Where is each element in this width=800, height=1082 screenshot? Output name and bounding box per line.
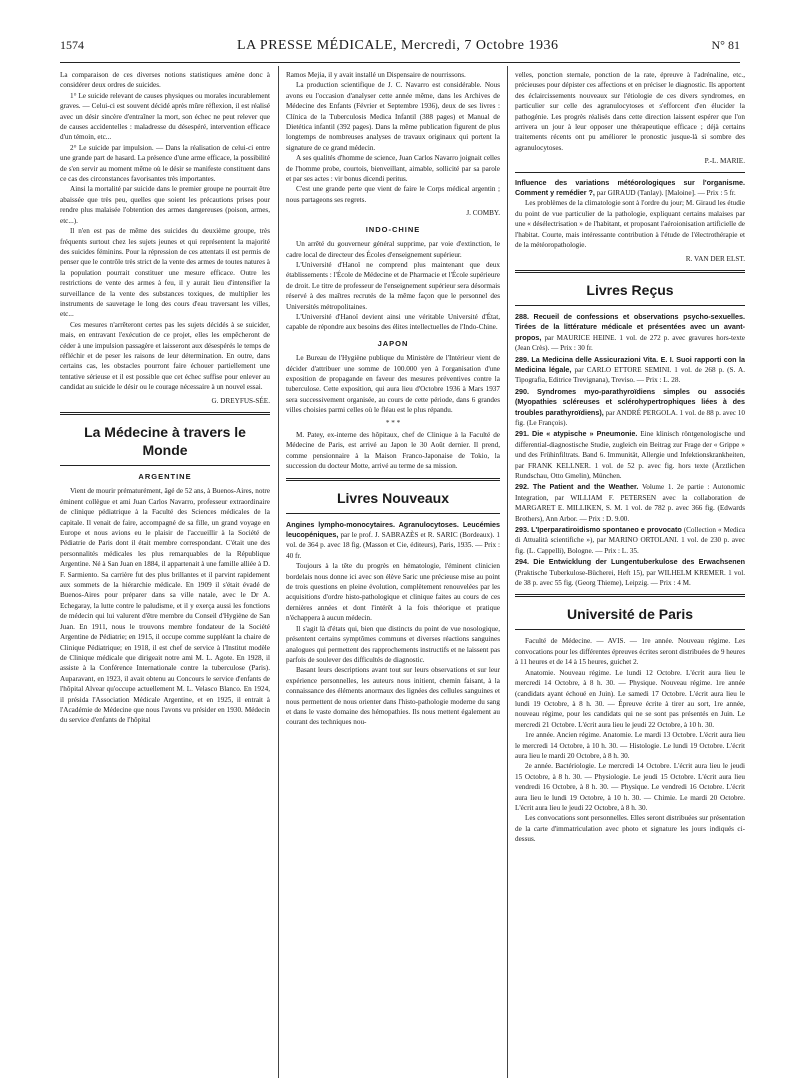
paragraph: Ces mesures n'arrêteront certes pas les sujets décidés à se suicider, mais, en entravant l'exécution de ce projet, elles les empêcheront de céder à une impulsion passagère et laisseront aux désespérés le temps de réfléchir et de peser les raisons de leur détermination. En outre, dans certains cas, les obstacles pourront faire échouer partiellement une tentative sérieuse et il est possible que cet échec suffise pour enlever au candidat au suicide le désir ou le courage nécessaire à un nouvel essai. [60,320,270,392]
paragraph: La production scientifique de J. C. Navarro est considérable. Nous avons eu l'occasion d'analyser cette année même, dans les Archives de Médecine des Enfants (Février et Septembre 1936), deux de ses livres : Clínica de la Tuberculosis Medica Infantil (388 pages) et Manual de Dietética infantil (392 pages). Dans la même publication figurent de plus longtemps de nombreuses analyses de travaux originaux qui portent la signature de ce grand médecin. [286,81,500,152]
received-book [515,429,745,481]
column-1 [60,70,270,1080]
paragraph: M. Patey, ex-interne des hôpitaux, chef de Clinique à la Faculté de Médecine de Paris, est arrivé au Japon le 30 Août dernier. Il prend, comme pensionnaire à la Maison Franco-Japonaise de Tokio, la succession du docteur Motte, arrivé au terme de sa mission. [286,431,500,471]
paragraph: Vient de mourir prématurément, âgé de 52 ans, à Buenos-Aires, notre éminent collègue et ami Juan Carlos Navarro, professeur extraordinaire de clinique pédiatrique à la Faculté des Sciences médicales de la capitale. Il venait de faire, accompagné de sa fille, un grand voyage en Europe et nous avions eu le plaisir de l'accueillir à la Société de Pédiatrie de Paris dont il était membre correspondant. C'était une des personnalités médicales les plus remarquables de la République Argentine. Né à San Juan en 1884, il appartenait à une famille alliée à D. F. Sarmiento. Sa carrière fut des plus brillantes et il parvint rapidement aux sommets de la hiérarchie médicale. En 1909 il s'était évadé de Buenos-Aires pour préparer dans sa ville natale, avec le Dr A. Echegaray, la lutte contre le paludisme, et il y exerça aussi les fonctions de médecin qui lui valurent d'être membre du Conseil d'Hygiène de San Juan. En 1911, nous le trouvons membre fondateur de la Société Argentine de Pédiatrie; en 1915, il occupe comme suppléant la chaire de Clinique Pédiatrique; en 1918, il est chef de service à l'Institut modèle de Clinique médicale que dirigeait notre ami M. L. Agote. En 1928, il assiste à la Conférence Internationale contre la tuberculose (Paris). Auparavant, en 1923, il avait obtenu au Concours le service d'enfants de l'hôpital Alvear qu'occupe actuellement M. L. Velasco Blanco. En 1924, il présida l'Association Médicale Argentine, et en 1925, il entrait à l'Académie de Médecine que nous l'avons vu présider en 1930. Médecin du service d'enfants de l'hôpital [60,487,270,725]
paragraph: Ramos Mejia, il y avait installé un Dispensaire de nourrissons. [286,71,466,79]
received-book [515,312,745,354]
paragraph: Basant leurs descriptions avant tout sur leurs observations et sur leur expérience personnelles, les auteurs nous initient, chemin faisant, à la connaissance des éléments anormaux des lignées des cellules sanguines et nous permettent de nous orienter dans l'histo-pathologie moderne du sang et dans le vaste domaine des hémopathies. Ils nous mettent également au courant des techniques nou- [286,666,500,727]
author-signature: J. COMBY. [466,209,500,218]
received-book-title: 293. L'Iperparatiroidismo spontaneo e provocato [515,525,682,535]
subsection-title: JAPON [377,338,409,348]
received-book [515,557,745,588]
received-book-title: 289. La Medicina delle Assicurazioni Vita. E. I. Suoi rapporti con la Medicina légale, [515,354,745,374]
received-book [515,355,745,386]
column-divider [278,66,279,1078]
page-number: 1574 [60,38,84,52]
divider [515,172,745,173]
paragraph: Le Bureau de l'Hygiène publique du Ministère de l'Intérieur vient de décider d'attribuer une somme de 100.000 yen à l'organisation d'une exposition de propagande en faveur des mesures préventives contre la tuberculose. Cette exposition, qui aura lieu d'Octobre 1936 à Mars 1937 sera successivement organisée, au cours de cette période, dans 6 grandes villes choisies parmi celles où le fléau est le plus répandu. [286,354,500,415]
received-book-info: par MAURICE HEINE. 1 vol. de 272 p. avec gravures hors-texte (Jean Crès). — Prix : 30 fr. [515,333,745,353]
received-book [515,482,745,524]
received-book [515,387,745,429]
page-header [60,38,740,58]
paragraph: 2e année. Bactériologie. Le mercredi 14 Octobre. L'écrit aura lieu le jeudi 15 Octobre, à 8 h. 30. — Physiologie. Le jeudi 15 Octobre. L'écrit aura lieu vendredi 16 Octobre, à 8 h. 30. — Physique. Le vendredi 16 Octobre. L'écrit aura lieu le lundi 19 Octobre, à 10 h. 30. — Chimie. Le mardi 20 Octobre. L'écrit aura lieu le jeudi 22 Octobre, à 8 h. 30. [515,762,745,812]
received-book-title: 292. The Patient and the Weather. [515,482,639,492]
paragraph: Toujours à la tête du progrès en hématologie, l'éminent clinicien bordelais nous donne ici avec son élève Saric une précieuse mise au point de trois questions en pleine évolution, complètement renouvelées par les acquisitions d'ordre histo-pathologique et clinique faites au cours de ces dernières années et dont l'intérêt à la fois théorique et pratique n'échappera à aucun médecin. [286,562,500,623]
paragraph: C'est une grande perte que vient de faire le Corps médical argentin ; nous partageons ses regrets. [286,185,500,204]
book-title: Angines lympho-monocytaires. Agranulocytoses. Leucémies leucopéniques, [286,519,500,540]
header-rule [60,62,740,63]
paragraph: Les convocations sont personnelles. Elles seront distribuées sur présentation de la carte d'immatriculation avec photo et signature les jours indiqués ci-dessus. [515,814,745,844]
received-book-info: par CARLO ETTORE SEMINI. 1 vol. de 268 p. (S. A. Tipografia, Editrice Trevignana), Treviso. — Prix : L. 28. [515,365,745,385]
received-book-info: Volume 1. 2e partie : Autonomic Integration, par WILLIAM F. PETERSEN avec la collaboration de MARGARET E. MILLIKEN, S. M. 1 vol. de 782 p. avec 366 fig. (Edwards Brothers), Ann Arbor. — Prix : D. 9.00. [515,483,745,523]
book-info: par le prof. J. SABRAZÈS et R. SARIC (Bordeaux). 1 vol. de 364 p. avec 18 fig. (Masson et Cie, éditeurs), Paris, 1935. — Prix : 40 fr. [286,531,500,560]
received-book [515,525,745,556]
section-title: La Médecine à travers le Monde [60,412,270,466]
book-entry [286,520,500,562]
column-2 [286,70,500,1080]
book-info: par GIRAUD (Tanlay). [Maloine]. — Prix : 5 fr. [596,189,736,198]
column-3 [515,70,745,1080]
author-signature: R. VAN DER ELST. [685,254,745,263]
separator-stars: * * * [385,418,401,427]
book-entry [515,178,745,199]
author-signature: G. DREYFUS-SÉE. [211,396,270,405]
received-book-info: (Collection « Medica di Attualità scientifiche »), par MARINO ORTOLANI. 1 vol. de 230 p. avec fig. (L. Cappelli), Bologne. — Prix : L. 35. [515,526,745,555]
paragraph: 1re année. Ancien régime. Anatomie. Le mardi 13 Octobre. L'écrit aura lieu le mercredi 14 Octobre, à 10 h. 30. — Histologie. Le lundi 19 Octobre. L'écrit aura lieu le mardi 20 Octobre, à 8 h. 30. [515,731,745,760]
subsection-title: INDO-CHINE [365,224,421,234]
column-divider [507,66,508,1078]
issue-number: N° 81 [711,38,740,52]
journal-title: LA PRESSE MÉDICALE, Mercredi, 7 Octobre 1936 [237,38,559,53]
paragraph: 2° Le suicide par impulsion. — Dans la réalisation de celui-ci entre une grande part de hasard. La présence d'une arme efficace, la possibilité de s'en servir au moment même où le désir se manifeste constituent dans ce cas des circonstances favorisantes très importantes. [60,143,270,184]
paragraph: L'Université d'Hanoï ne comprend plus maintenant que deux établissements : l'École de Médecine et de Pharmacie et l'École supérieure de droit. Le titre de professeur de l'enseignement supérieur sera désormais réservé à des maîtres recrutés de la même façon que le personnel des Universités métropolitaines. [286,260,500,311]
paragraph: Ainsi la mortalité par suicide dans le premier groupe ne pourrait être abaissée que très peu, quelles que soient les précautions prises pour rendre plus malaisée l'obtention des armes dangereuses (poison, armes, etc...). [60,185,270,225]
subsection-title: ARGENTINE [138,472,192,481]
paragraph: Faculté de Médecine. — AVIS. — 1re année. Nouveau régime. Les convocations pour les différentes épreuves écrites seront distribuées de 9 heures à 11 heures et de 14 à 15 heures, guichet 2. [515,637,745,667]
received-book-info: par ANDRÉ PERGOLA. 1 vol. de 88 p. avec 10 fig. (Le François). [515,408,745,427]
paragraph: Anatomie. Nouveau régime. Le lundi 12 Octobre. L'écrit aura lieu le mercredi 14 Octobre, à 8 h. 30. — Physique. Nouveau régime. 1re année (candidats ayant échoué en Juin). Le samedi 17 Octobre. L'écrit aura lieu le lundi 19 Octobre, à 8 h. 30. — Épreuve écrite à tirer au sort, 1re année, nouveau régime, pour les candidats qui ne se sont pas présentés en Juin. Le mercredi 21 Octobre. L'écrit aura lieu le jeudi 22 Octobre, à 10 h. 30. [515,668,745,729]
paragraph: L'Université d'Hanoï devient ainsi une véritable Université d'État, capable de répondre aux besoins des élites intellectuelles de l'Indo-Chine. [286,312,500,332]
section-title: Université de Paris [515,594,745,630]
received-book-title: 288. Recueil de confessions et observations psycho-sexuelles. Tirées de la littérature médicale et présentées avec un avant-propos, [515,311,745,342]
book-title: Influence des variations météorologiques sur l'organisme. Comment y remédier ?, [515,177,745,198]
paragraph: A ses qualités d'homme de science, Juan Carlos Navarro joignait celles de l'homme probe, courtois, bienveillant, aimable, sollicité par sa parole et par ses actes : vir bonus dicendi peritus. [286,154,500,184]
received-book-info: (Praktische Tuberkulose-Bücherei, Heft 15), par WILHELM KREMER. 1 vol. de 38 p. avec 55 fig. (Georg Thieme), Leipzig. — Prix : 4 M. [515,568,745,588]
paragraph: 1° Le suicide relevant de causes physiques ou morales incurablement graves. — Celui-ci est souvent décidé après mûre réflexion, il est réalisé avec un désir sincère d'entraîner la mort, son échec ne peut relever que de causes accidentelles : maladresse du désespéré, intervention efficace d'un témoin, etc... [60,91,270,142]
paragraph: Il s'agit là d'états qui, bien que distincts du point de vue nosologique, présentent certains symptômes communs et diverses réactions sanguines analogues qui permettent des rapprochements instructifs et ne laissent pas parfois de soulever des difficultés de diagnostic. [286,624,500,664]
paragraph: Les problèmes de la climatologie sont à l'ordre du jour; M. Giraud les étudie du point de vue particulier de la pathologie, expliquant certains malaises par une « désélectrisation » de l'habitant, et proposant l'aéroionisation artificielle de l'habitat. Courte, mais intéressante contribution à l'étude de l'électrothérapie et de la météoropathologie. [515,199,745,250]
received-book-title: 290. Syndromes myo-parathyroïdiens simples ou associés (Myopathies scléreuses et sclérohypertrophiques liées à des troubles parathyroïdiens), [515,386,745,417]
paragraph: Un arrêté du gouverneur général supprime, par voie d'extinction, le cadre local de directeur des Écoles d'enseignement supérieur. [286,240,500,259]
received-book-title: 294. Die Entwicklung der Lungentuberkulose des Erwachsenen [515,557,745,567]
paragraph: velles, ponction sternale, ponction de la rate, épreuve à l'adrénaline, etc., précieuses pour dépister ces affections et en préciser le diagnostic. Ils apportent des éclaircissements nouveaux sur l'étiologie de ces divers syndromes, en particulier sur celle des agranulocytoses et s'efforcent d'en élucider la pathogénie. Les progrès réalisés dans cette direction laissent espérer que l'on arrivera un jour à leur opposer une thérapeutique efficace ; déjà certains traitements récents ont pu améliorer le pronostic jusque-là si sombre des agranulocytoses. [515,71,745,152]
received-book-title: 291. Die « atypische » Pneumonie. [515,429,638,439]
paragraph: Il n'en est pas de même des suicides du deuxième groupe, très fréquents surtout chez les sujets jeunes et qui représentent la majorité des suicides féminins. Pour la répression de ces attentats il est permis de penser que le contrôle très strict de la vente des armes de toutes natures à la population pourrait constituer une mesure efficace. Outre les restrictions de vente des armes à feu, il y aurait lieu d'intensifier la surveillance de la vente des substances toxiques, de multiplier les instruments de sauvetage le long des cours d'eau traversant les villes, etc... [60,227,270,319]
paragraph: La comparaison de ces diverses notions statistiques amène donc à considérer deux ordres de suicides. [60,71,270,90]
author-signature: P.-L. MARIE. [704,157,745,166]
section-title: Livres Nouveaux [286,478,500,514]
section-title: Livres Reçus [515,270,745,306]
received-book-info: Eine klinisch röntgenologische und differential-diagnostische Studie, zugleich ein Beitrag zur Frage der « Grippe » und des Frühinfiltrats. Band 6. Immunität, Allergie und Infektionskrankheiten, par FRANK KELLNER. 1 vol. de 52 p. avec fig. hors texte (Ärztlichen Rundschau, Otto Gmelin), München. [515,430,745,480]
